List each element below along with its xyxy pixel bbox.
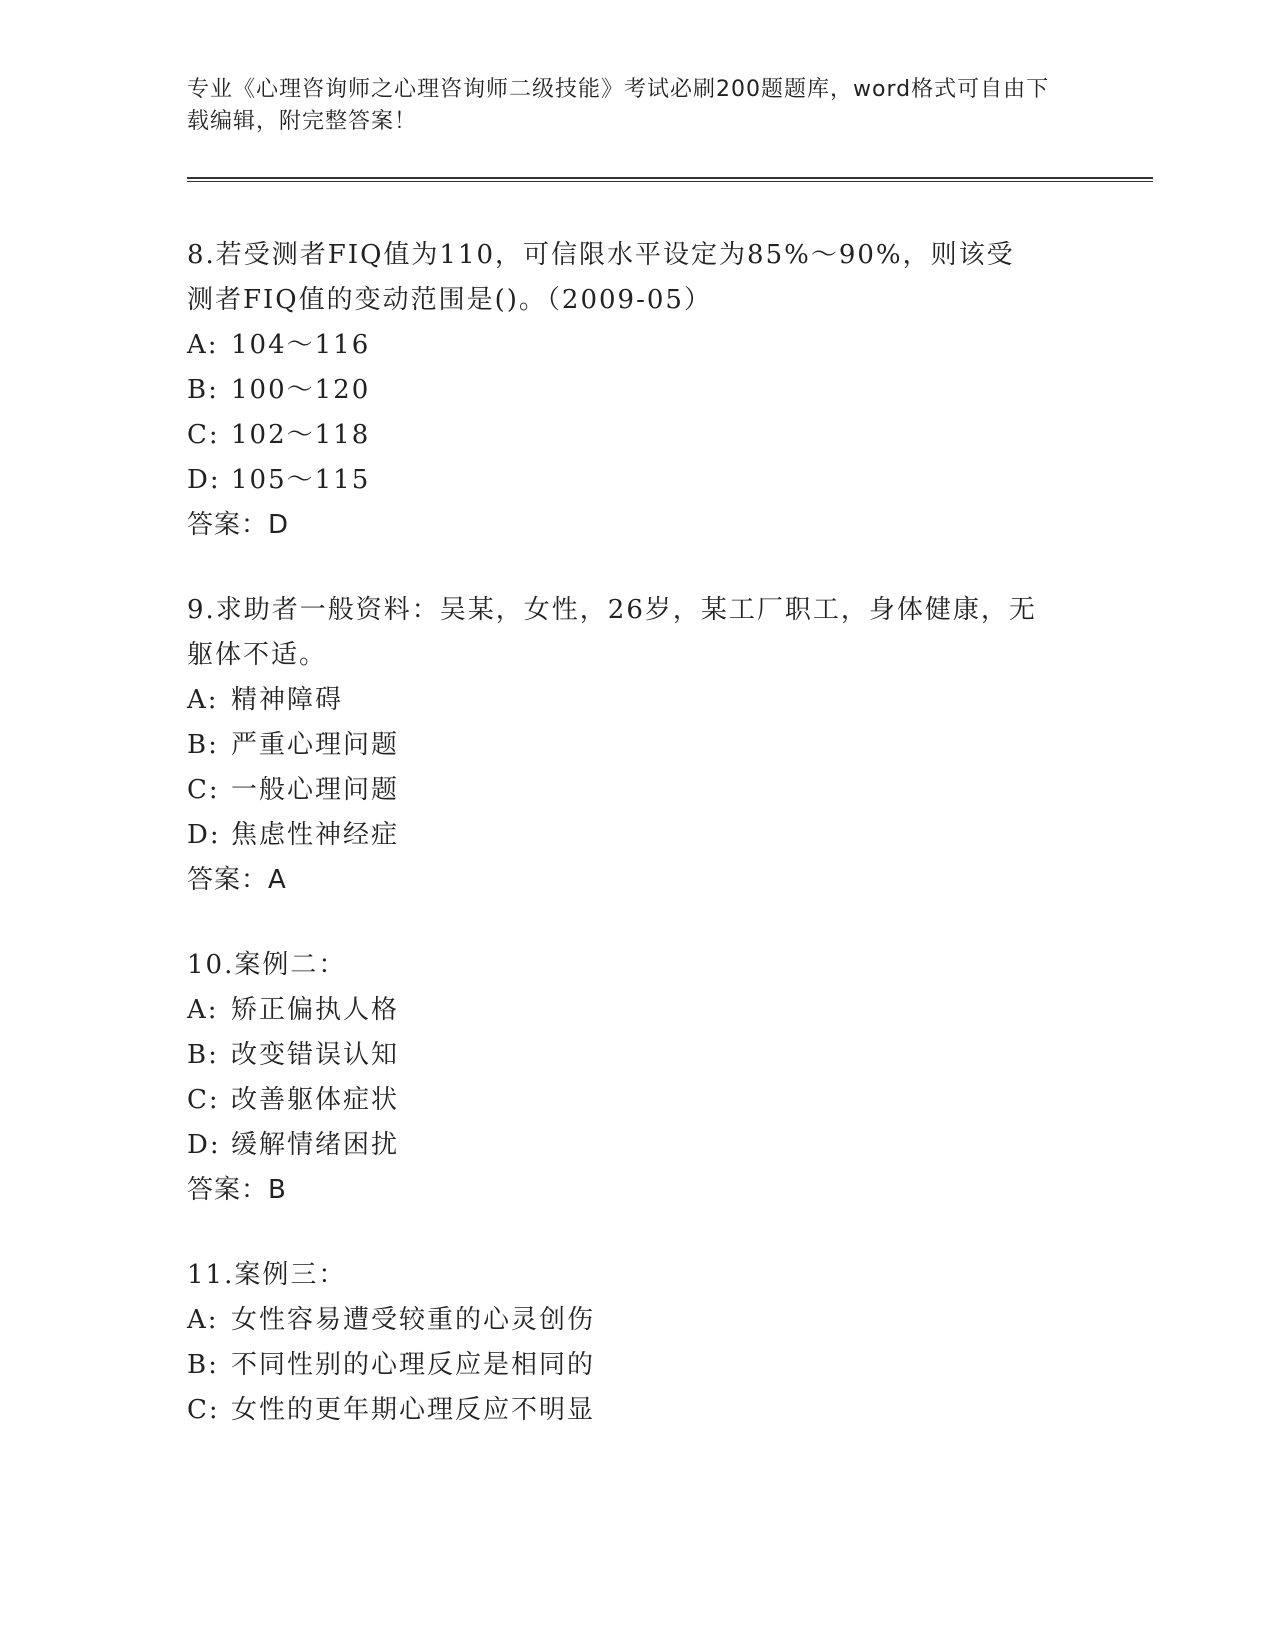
question-10 [187,943,1087,1213]
document-header: 专业《心理咨询师之心理咨询师二级技能》考试必刷200题题库，word格式可自由下载编辑，附完整答案！ [187,77,1050,134]
question-list [187,233,1087,1473]
option-a [187,678,1087,723]
option-text: 改善躯体症状 [231,1085,400,1115]
option-a [187,988,1087,1033]
option-text: 女性的更年期心理反应不明显 [231,1395,596,1425]
option-text: 改变错误认知 [231,1040,400,1070]
option-a [187,323,1087,368]
option-letter: C: [187,1395,220,1425]
option-b [187,368,1087,413]
option-text: 不同性别的心理反应是相同的 [231,1350,596,1380]
option-letter: B: [187,1040,219,1070]
question-9 [187,588,1087,903]
option-d [187,1123,1087,1168]
option-letter: B: [187,1350,219,1380]
question-stem: 8.若受测者FIQ值为110，可信限水平设定为85%～90%，则该受测者FIQ值的变动范围是()。（2009-05） [187,240,1015,315]
answer-line: 答案：B [187,1175,287,1205]
option-text: 100～120 [231,375,371,405]
option-text: 一般心理问题 [231,775,400,805]
option-letter: C: [187,420,220,450]
option-b [187,1343,1087,1388]
option-text: 104～116 [231,330,371,360]
option-text: 焦虑性神经症 [231,820,400,850]
option-b [187,1033,1087,1078]
option-b [187,723,1087,768]
option-letter: D: [187,465,221,495]
question-11 [187,1253,1087,1433]
option-letter: A: [187,1305,219,1335]
option-text: 精神障碍 [231,685,344,715]
option-letter: D: [187,1130,221,1160]
option-letter: A: [187,995,219,1025]
option-letter: C: [187,775,220,805]
option-text: 102～118 [231,420,371,450]
answer-line: 答案：D [187,510,290,540]
option-letter: D: [187,820,221,850]
answer-line: 答案：A [187,865,287,895]
option-c [187,1078,1087,1123]
option-text: 缓解情绪困扰 [231,1130,400,1160]
option-d [187,813,1087,858]
question-8 [187,233,1087,548]
option-c [187,1388,1087,1433]
header-divider-thin [187,181,1153,182]
option-c [187,413,1087,458]
question-stem: 11.案例三： [187,1260,347,1290]
option-a [187,1298,1087,1343]
option-text: 105～115 [231,465,371,495]
option-c [187,768,1087,813]
option-letter: C: [187,1085,220,1115]
option-letter: A: [187,685,219,715]
question-stem: 10.案例二： [187,950,347,980]
question-stem: 9.求助者一般资料：吴某，女性，26岁，某工厂职工，身体健康，无躯体不适。 [187,595,1037,670]
option-d [187,458,1087,503]
header-divider-thick [187,177,1153,179]
option-text: 矫正偏执人格 [231,995,400,1025]
option-letter: A: [187,330,219,360]
option-text: 严重心理问题 [231,730,400,760]
option-text: 女性容易遭受较重的心灵创伤 [231,1305,596,1335]
option-letter: B: [187,375,219,405]
option-letter: B: [187,730,219,760]
